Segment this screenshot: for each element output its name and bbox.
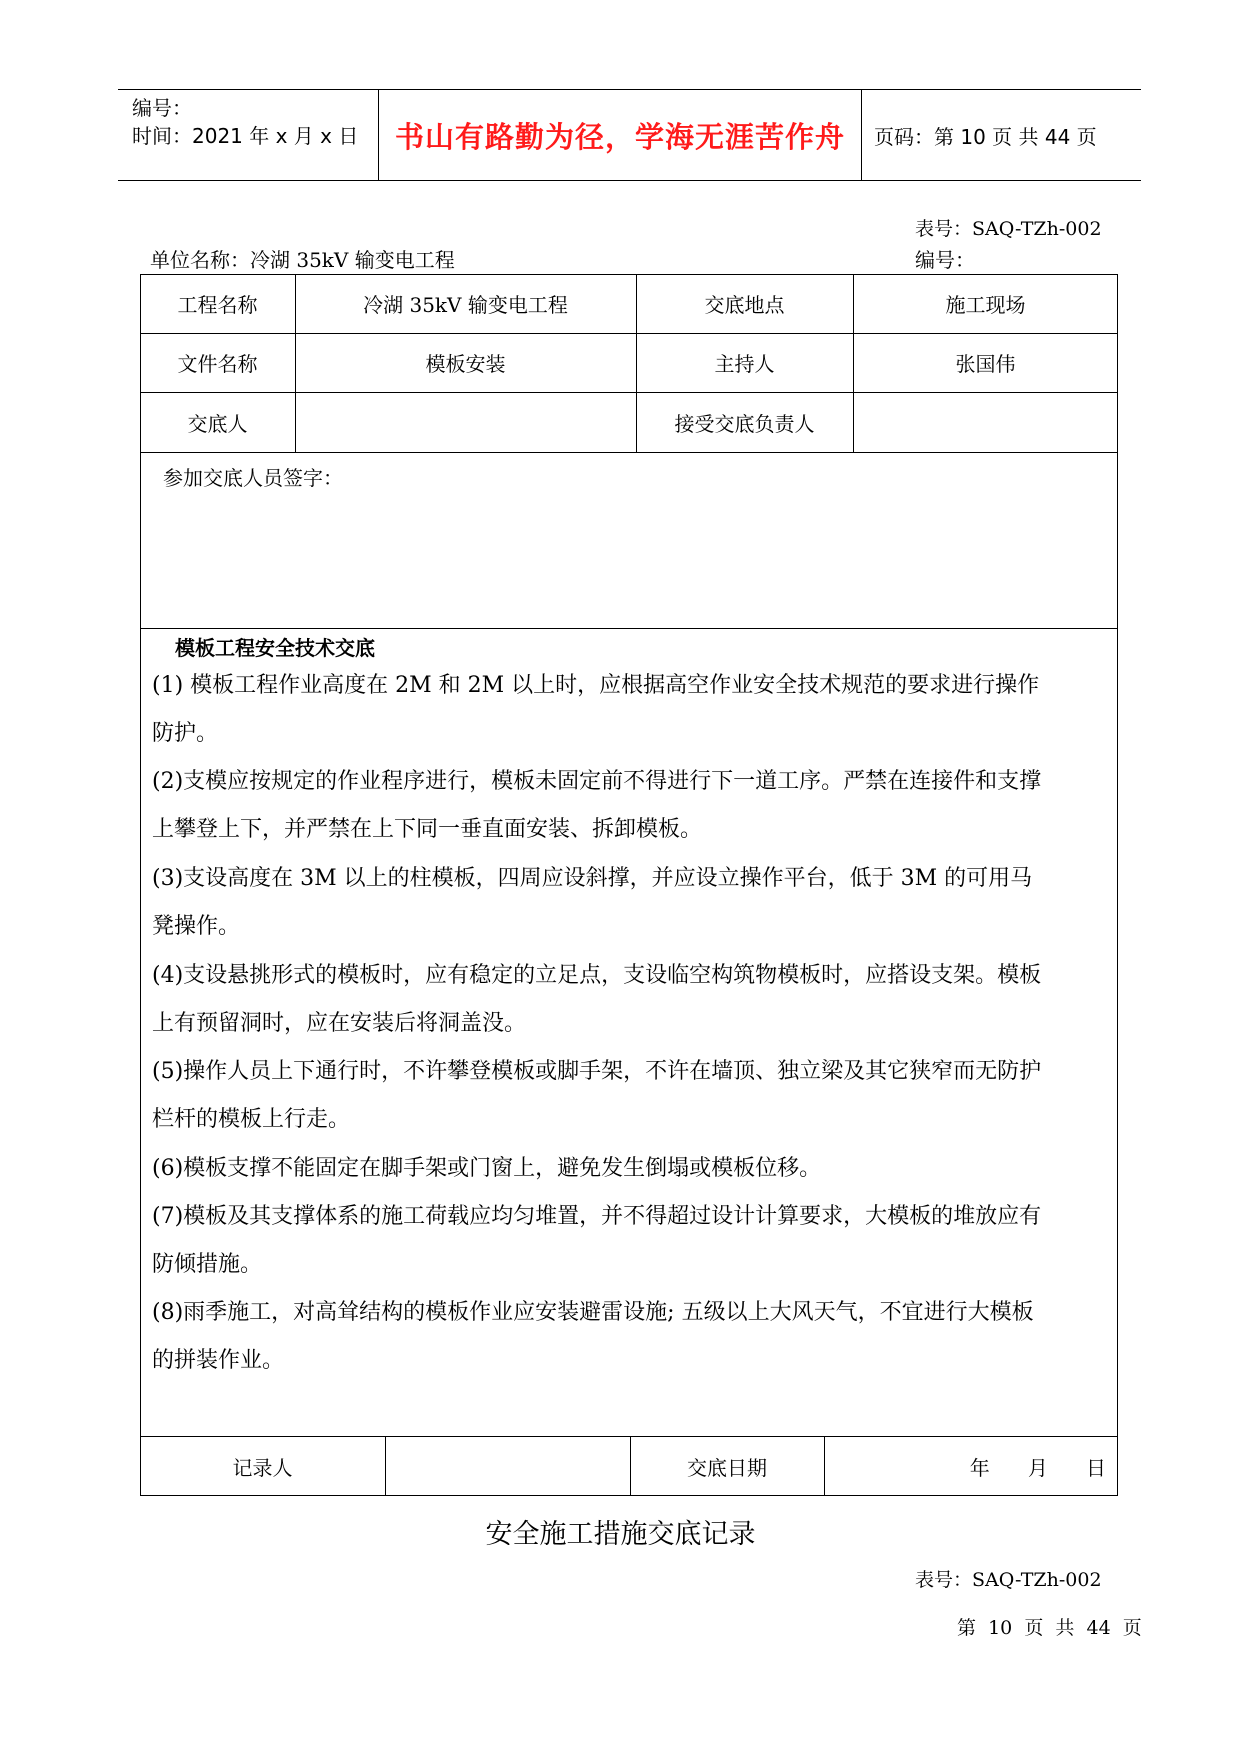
location-value: 施工现场 [945, 293, 1026, 317]
presenter-label: 交底人 [187, 411, 248, 436]
row-divider [140, 628, 1118, 629]
project-name-label: 工程名称 [177, 293, 258, 317]
date-value: 年 月 日 [969, 1455, 1106, 1480]
receiver-value[interactable] [853, 392, 1118, 452]
document-title: 安全施工措施交底记录 [485, 1519, 756, 1550]
host-value: 张国伟 [955, 352, 1016, 376]
safety-item-7: (7)模板及其支撑体系的施工荷载应均匀堆置，并不得超过设计计算要求，大模板的堆放应有防倾措施。 [152, 1204, 1042, 1277]
safety-item-5: (5)操作人员上下通行时，不许攀登模板或脚手架，不许在墙顶、独立梁及其它狭窄而无防护栏杆的模板上行走。 [152, 1059, 1042, 1132]
form-number-top: 表号：SAQ-TZh-002 [915, 218, 1102, 240]
presenter-value[interactable] [295, 392, 636, 452]
host-label: 主持人 [714, 352, 775, 376]
unit-name: 单位名称：冷湖 35kV 输变电工程 [150, 248, 455, 272]
safety-item-1: (1) 模板工程作业高度在 2M 和 2M 以上时，应根据高空作业安全技术规范的要求进行操作防护。 [152, 673, 1040, 746]
serial-number-label: 编号： [915, 248, 975, 272]
recorder-label: 记录人 [232, 1455, 293, 1480]
safety-item-8: (8)雨季施工，对高耸结构的模板作业应安装避雷设施; 五级以上大风天气，不宜进行大模板的拼装作业。 [152, 1300, 1034, 1373]
header-center [378, 90, 862, 180]
safety-item-2: (2)支模应按规定的作业程序进行，模板未固定前不得进行下一道工序。严禁在连接件和支撑上攀登上下，并严禁在上下同一垂直面安装、拆卸模板。 [152, 769, 1042, 842]
project-name-value: 冷湖 35kV 输变电工程 [363, 293, 568, 317]
safety-item-3: (3)支设高度在 3M 以上的柱模板，四周应设斜撑，并应设立操作平台，低于 3M 的可用马凳操作。 [152, 866, 1033, 939]
header-time: 时间：2021 年 x 月 x 日 [132, 124, 359, 148]
header-motto: 书山有路勤为径，学海无涯苦作舟 [394, 119, 845, 154]
header-page-label: 页码：第 10 页 共 44 页 [874, 124, 1097, 149]
location-label: 交底地点 [704, 293, 785, 317]
page-footer: 第 10 页 共 44 页 [957, 1617, 1142, 1639]
recorder-value[interactable] [385, 1436, 630, 1496]
row-divider [140, 452, 1118, 453]
section-title: 模板工程安全技术交底 [175, 636, 375, 660]
header-right [862, 90, 1141, 180]
safety-item-4: (4)支设悬挑形式的模板时，应有稳定的立足点，支设临空构筑物模板时，应搭设支架。模板上有预留洞时，应在安装后将洞盖没。 [152, 963, 1042, 1036]
header-left [118, 90, 378, 180]
form-number-bottom: 表号：SAQ-TZh-002 [915, 1569, 1102, 1591]
date-label: 交底日期 [687, 1455, 767, 1480]
receiver-label: 接受交底负责人 [674, 411, 815, 436]
page-header [118, 89, 1141, 181]
file-name-value: 模板安装 [425, 352, 506, 376]
attendees-label: 参加交底人员签字： [163, 466, 343, 490]
header-number-label: 编号： [132, 96, 192, 120]
safety-item-6: (6)模板支撑不能固定在脚手架或门窗上，避免发生倒塌或模板位移。 [152, 1156, 822, 1181]
file-name-label: 文件名称 [177, 352, 258, 376]
